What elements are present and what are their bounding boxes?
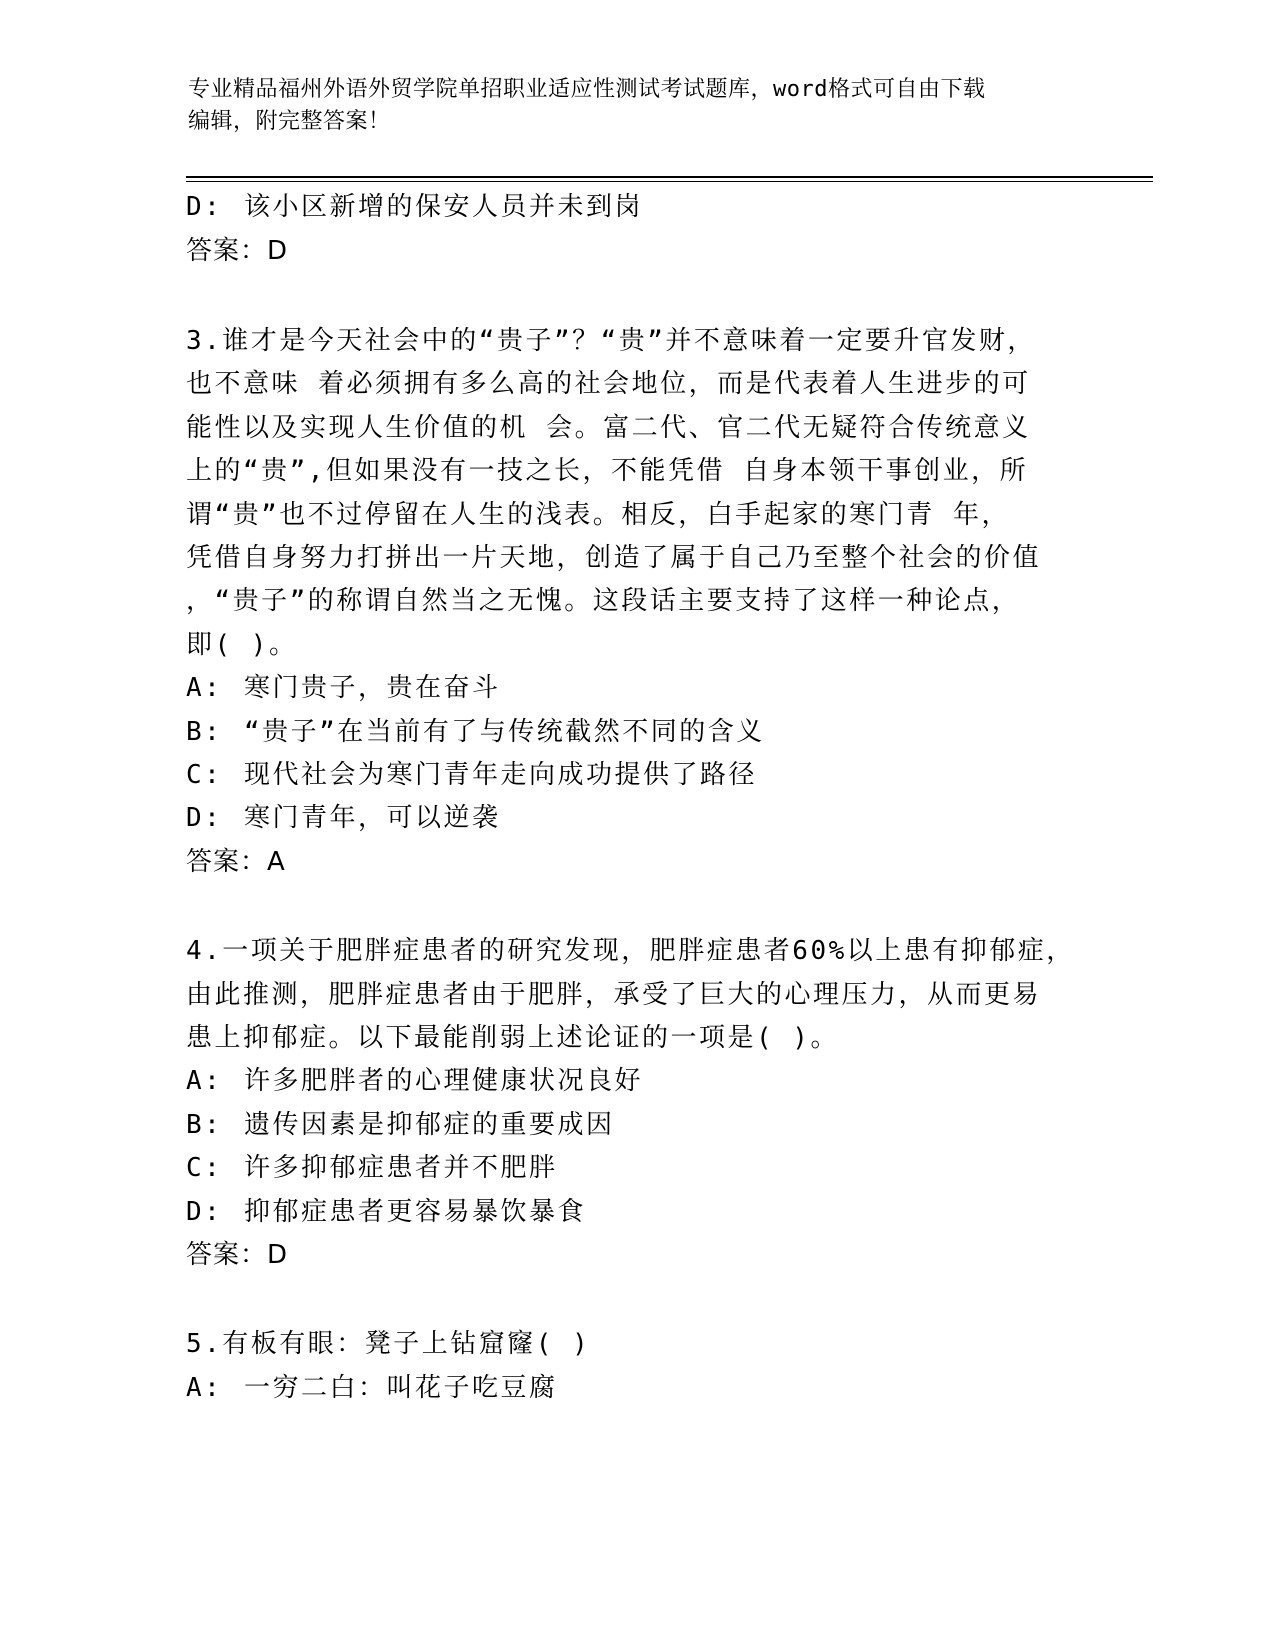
q4-option-b: [186, 1104, 615, 1141]
header-divider: [186, 176, 1153, 182]
option-text: 遗传因素是抑郁症的重要成因: [244, 1110, 615, 1140]
option-label: D:: [186, 803, 223, 833]
header-line-1: 专业精品福州外语外贸学院单招职业适应性测试考试题库，word格式可自由下载: [188, 77, 986, 102]
q3-option-c: [186, 754, 757, 791]
q3-answer: 答案：A: [186, 847, 286, 877]
option-text: 该小区新增的保安人员并未到岗: [244, 192, 644, 222]
q5-option-a: [186, 1367, 558, 1404]
q4-stem-line: 由此推测，肥胖症患者由于肥胖，承受了巨大的心理压力，从而更易: [186, 980, 1042, 1010]
q4-stem-line: 4.一项关于肥胖症患者的研究发现，肥胖症患者60%以上患有抑郁症，: [186, 936, 1075, 966]
option-text: 一穷二白：叫花子吃豆腐: [244, 1373, 558, 1403]
option-label: B:: [186, 717, 223, 747]
q3-stem-line: 也不意味 着必须拥有多么高的社会地位，而是代表着人生进步的可: [186, 369, 1031, 399]
q3-option-b: [186, 711, 765, 748]
q3-stem-line: ，“贵子”的称谓自然当之无愧。这段话主要支持了这样一种论点，: [186, 586, 1021, 616]
option-text: 许多肥胖者的心理健康状况良好: [244, 1066, 644, 1096]
q3-stem-line: 上的“贵”,但如果没有一技之长，不能凭借 自身本领干事创业，所: [186, 456, 1029, 486]
q3-stem-line: 凭借自身努力打拼出一片天地，创造了属于自己乃至整个社会的价值: [186, 543, 1042, 573]
q3-stem-line: 3.谁才是今天社会中的“贵子”？“贵”并不意味着一定要升官发财，: [186, 326, 1036, 356]
q4-option-c: [186, 1147, 558, 1184]
page-header: [188, 74, 1088, 138]
option-label: A:: [186, 1066, 223, 1096]
q3-stem-line: 即( )。: [186, 630, 298, 660]
option-label: C:: [186, 1153, 223, 1183]
q3-stem-line: 能性以及实现人生价值的机 会。富二代、官二代无疑符合传统意义: [186, 413, 1031, 443]
q2-answer: 答案：D: [186, 236, 289, 266]
option-label: D:: [186, 1197, 223, 1227]
option-text: 抑郁症患者更容易暴饮暴食: [244, 1197, 587, 1227]
option-text: 现代社会为寒门青年走向成功提供了路径: [244, 760, 758, 790]
q2-option-d: [186, 186, 643, 223]
q4-stem-line: 患上抑郁症。以下最能削弱上述论证的一项是( )。: [186, 1023, 839, 1053]
q3-stem-line: 谓“贵”也不过停留在人生的浅表。相反，白手起家的寒门青 年，: [186, 500, 1010, 530]
header-line-2: 编辑，附完整答案！: [188, 109, 391, 134]
q3-option-d: [186, 797, 501, 834]
option-label: C:: [186, 760, 223, 790]
option-label: B:: [186, 1110, 223, 1140]
option-label: D:: [186, 192, 223, 222]
q3-option-a: [186, 667, 501, 704]
option-label: A:: [186, 673, 223, 703]
q5-stem-line: 5.有板有眼：凳子上钻窟窿( ): [186, 1329, 591, 1359]
q4-option-d: [186, 1191, 586, 1228]
q4-option-a: [186, 1060, 643, 1097]
option-text: 许多抑郁症患者并不肥胖: [244, 1153, 558, 1183]
option-text: 寒门贵子，贵在奋斗: [244, 673, 501, 703]
option-text: 寒门青年，可以逆袭: [244, 803, 501, 833]
q4-answer: 答案：D: [186, 1240, 289, 1270]
option-text: “贵子”在当前有了与传统截然不同的含义: [244, 717, 765, 747]
option-label: A:: [186, 1373, 223, 1403]
